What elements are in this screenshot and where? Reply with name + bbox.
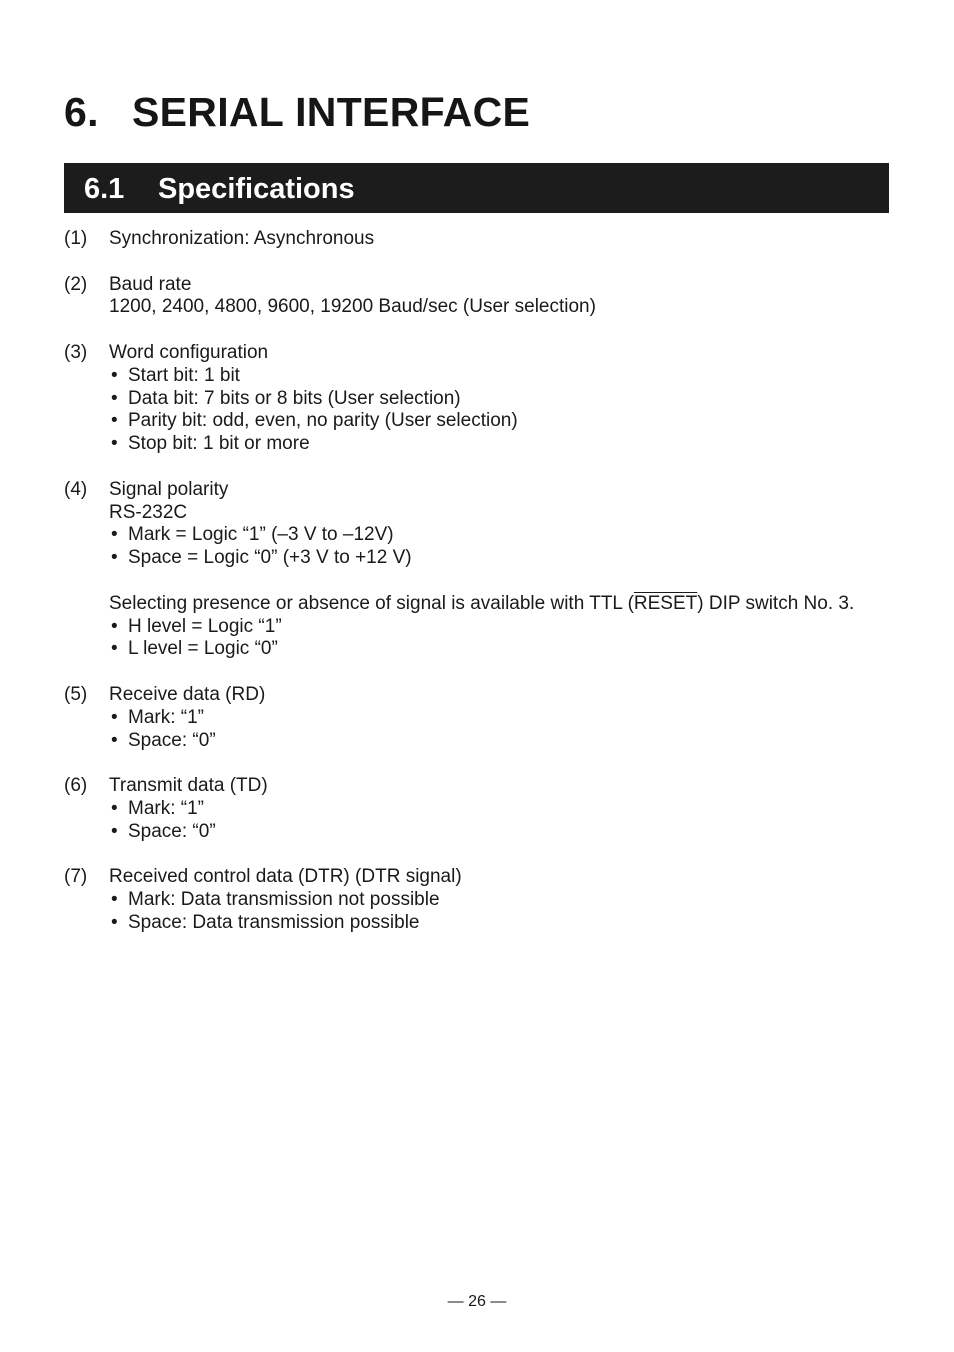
- item-body: [109, 866, 894, 934]
- bullet-text: Mark: Data transmission not possible: [128, 889, 440, 911]
- item-heading: Transmit data (TD): [109, 775, 268, 797]
- chapter-number: 6.: [64, 89, 99, 135]
- item-heading: Received control data (DTR) (DTR signal): [109, 866, 462, 888]
- bullet-text: L level = Logic “0”: [128, 638, 278, 660]
- bullet-item: [109, 707, 894, 730]
- item-body: [109, 342, 894, 456]
- section-number: 6.1: [84, 173, 125, 205]
- bullet-dot: •: [111, 911, 118, 933]
- spec-item-synchronization: [64, 228, 894, 251]
- bullet-text: H level = Logic “1”: [128, 615, 282, 637]
- item-heading: Word configuration: [109, 341, 269, 363]
- bullet-dot: •: [111, 547, 118, 569]
- spec-item-transmit-data: [64, 775, 894, 843]
- section-title-text: Specifications: [158, 173, 355, 205]
- section-title: [84, 163, 889, 215]
- spec-item-receive-data: [64, 684, 894, 752]
- bullet-dot: •: [111, 364, 118, 386]
- section-header-bar: [64, 163, 889, 213]
- item-detail: RS-232C: [109, 501, 188, 523]
- spec-list: [64, 228, 894, 958]
- chapter-title-text: SERIAL INTERFACE: [132, 89, 531, 135]
- item-number: (1): [64, 228, 88, 249]
- bullet-text: Parity bit: odd, even, no parity (User selection): [128, 410, 518, 432]
- bullet-text: Start bit: 1 bit: [128, 364, 240, 386]
- bullet-text: Space: “0”: [128, 729, 216, 751]
- page-number: — 26 —: [447, 1293, 507, 1310]
- bullet-item: [109, 547, 894, 570]
- item-number: (3): [64, 341, 88, 363]
- ttl-note: [109, 593, 894, 616]
- bullet-dot: •: [111, 387, 118, 409]
- item-body: [109, 684, 894, 752]
- bullet-text: Mark = Logic “1” (–3 V to –12V): [128, 524, 394, 546]
- item-body: [109, 228, 894, 251]
- bullet-item: [109, 410, 894, 433]
- item-number: (5): [64, 683, 88, 705]
- spec-item-word-configuration: [64, 342, 894, 456]
- chapter-title: [64, 86, 530, 138]
- bullet-item: [109, 524, 894, 547]
- item-heading: Signal polarity: [109, 478, 229, 500]
- spec-item-baud-rate: [64, 274, 894, 320]
- bullet-text: Mark: “1”: [128, 706, 204, 728]
- item-body: [109, 274, 894, 320]
- bullet-text: Data bit: 7 bits or 8 bits (User selection): [128, 387, 461, 409]
- bullet-dot: •: [111, 638, 118, 660]
- bullet-dot: •: [111, 524, 118, 546]
- bullet-item: [109, 616, 894, 639]
- bullet-item: [109, 821, 894, 844]
- bullet-item: [109, 730, 894, 753]
- item-heading: Synchronization: Asynchronous: [109, 228, 375, 249]
- item-heading: Receive data (RD): [109, 683, 266, 705]
- bullet-item: [109, 638, 894, 661]
- item-heading: Baud rate: [109, 273, 192, 295]
- spec-item-control-data: [64, 866, 894, 934]
- item-number: (2): [64, 273, 88, 295]
- item-number: (4): [64, 478, 88, 500]
- ttl-note-text: [109, 593, 854, 614]
- bullet-dot: •: [111, 615, 118, 637]
- bullet-text: Space: “0”: [128, 820, 216, 842]
- bullet-item: [109, 388, 894, 411]
- bullet-item: [109, 912, 894, 935]
- item-body: [109, 775, 894, 843]
- reset-signal-label: RESET: [633, 592, 698, 614]
- bullet-item: [109, 365, 894, 388]
- bullet-text: Mark: “1”: [128, 797, 204, 819]
- bullet-text: Stop bit: 1 bit or more: [128, 433, 310, 455]
- bullet-dot: •: [111, 706, 118, 728]
- bullet-item: [109, 433, 894, 456]
- item-detail: 1200, 2400, 4800, 9600, 19200 Baud/sec (User selection): [109, 296, 596, 318]
- bullet-dot: •: [111, 889, 118, 911]
- item-body: [109, 479, 894, 661]
- bullet-text: Space = Logic “0” (+3 V to +12 V): [128, 547, 412, 569]
- note-text-after: ) DIP switch No. 3.: [697, 592, 855, 614]
- spec-item-signal-polarity: [64, 479, 894, 661]
- item-number: (6): [64, 775, 88, 797]
- bullet-item: [109, 798, 894, 821]
- bullet-dot: •: [111, 797, 118, 819]
- bullet-dot: •: [111, 729, 118, 751]
- bullet-dot: •: [111, 820, 118, 842]
- note-text-before: Selecting presence or absence of signal is available with TTL (: [109, 592, 634, 614]
- bullet-dot: •: [111, 433, 118, 455]
- bullet-item: [109, 889, 894, 912]
- item-number: (7): [64, 866, 88, 888]
- bullet-dot: •: [111, 410, 118, 432]
- bullet-text: Space: Data transmission possible: [128, 911, 420, 933]
